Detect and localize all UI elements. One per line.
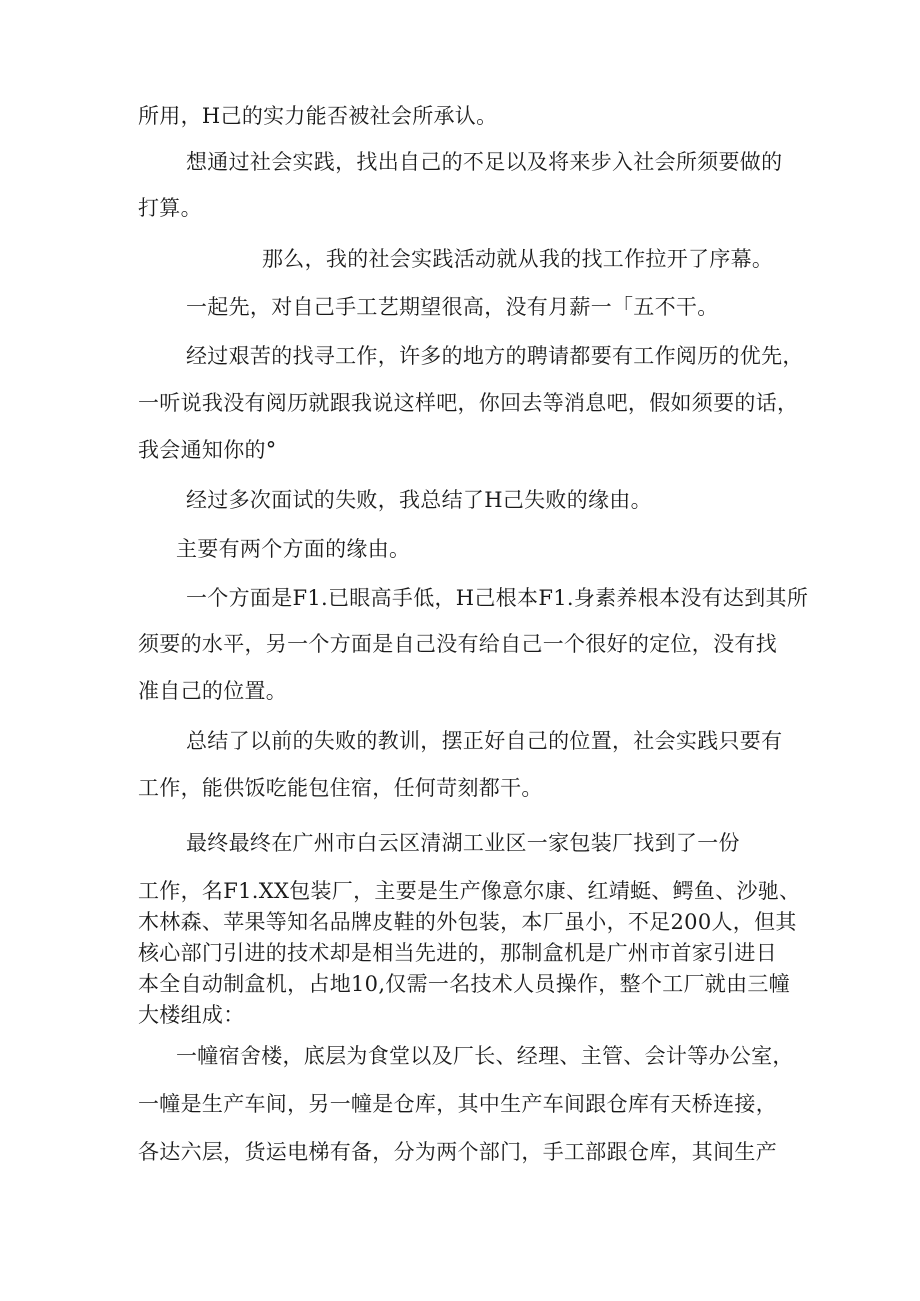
text-line-4: 那么，我的社会实践活动就从我的找工作拉开了序幕。 bbox=[262, 247, 774, 271]
text-line-2: 想通过社会实践，找出自己的不足以及将来步入社会所须要做的 bbox=[186, 150, 783, 174]
text-line-13: 准自己的位置。 bbox=[138, 679, 288, 703]
text-line-22: 一幢宿舍楼，底层为食堂以及厂长、经理、主管、会计等办公室， bbox=[176, 1044, 794, 1068]
text-line-16: 最终最终在广州市白云区清湖工业区一家包装厂找到了一份 bbox=[186, 831, 740, 855]
text-line-6: 经过艰苦的找寻工作，许多的地方的聘请都要有工作阅历的优先， bbox=[186, 344, 804, 368]
text-line-12: 须要的水平，另一个方面是自己没有给自己一个很好的定位，没有找 bbox=[138, 632, 777, 656]
text-line-1: 所用，H己的实力能否被社会所承认。 bbox=[138, 104, 498, 128]
text-line-24: 各达六层，货运电梯有备，分为两个部门，手工部跟仓库，其间生产 bbox=[138, 1140, 777, 1164]
text-line-3: 打算。 bbox=[138, 196, 202, 220]
text-line-17: 工作，名F1.XX包装厂，主要是生产像意尔康、红靖蜓、鳄鱼、沙驰、 bbox=[138, 879, 801, 903]
text-line-23: 一幢是生产车间，另一幢是仓库，其中生产车间跟仓库有天桥连接， bbox=[138, 1092, 777, 1116]
text-line-21: 大楼组成： bbox=[138, 1003, 245, 1027]
text-line-10: 主要有两个方面的缘由。 bbox=[176, 537, 411, 561]
text-line-14: 总结了以前的失败的教训，摆正好自己的位置，社会实践只要有 bbox=[186, 729, 783, 753]
text-line-7: 一听说我没有阅历就跟我说这样吧，你回去等消息吧，假如须要的话， bbox=[138, 391, 799, 415]
text-line-5: 一起先，对自己手工艺期望很高，没有月薪一「五不干。 bbox=[186, 295, 719, 319]
text-line-19: 核心部门引进的技术却是相当先进的，那制盒机是广州市首家引进日 bbox=[138, 941, 777, 965]
text-line-15: 工作，能供饭吃能包住宿，任何苛刻都干。 bbox=[138, 776, 543, 800]
text-line-8: 我会通知你的° bbox=[138, 438, 277, 462]
text-line-11: 一个方面是F1.已眼高手低，H己根本F1.身素养根本没有达到其所 bbox=[186, 586, 809, 610]
text-line-18: 木林森、苹果等知名品牌皮鞋的外包装，本厂虽小，不足200人，但其 bbox=[138, 910, 797, 934]
text-line-9: 经过多次面试的失败，我总结了H己失败的缘由。 bbox=[186, 488, 652, 512]
text-line-20: 本全自动制盒机，占地10,仅需一名技术人员操作，整个工厂就由三幢 bbox=[138, 972, 790, 996]
